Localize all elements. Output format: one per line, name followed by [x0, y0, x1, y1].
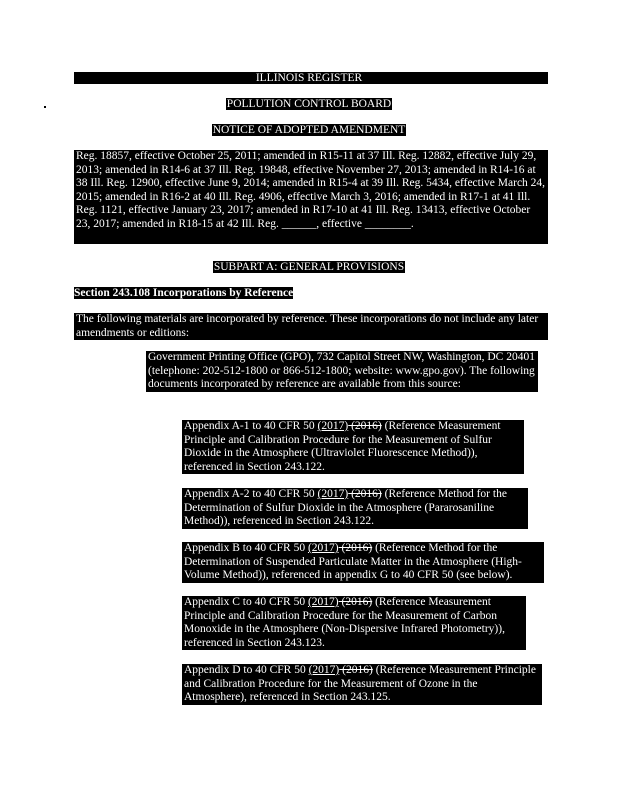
board-name: POLLUTION CONTROL BOARD [226, 98, 392, 110]
appendix-a2: Appendix A-2 to 40 CFR 50 (2017) (2016) (Reference Method for the Determination of Sulfur Dioxide in the Atmosphere (Pararosaniline Method)), referenced in Section 243.122. [182, 488, 528, 529]
appendix-d: Appendix D to 40 CFR 50 (2017) (2016) (Reference Measurement Principle and Calibration Procedure for the Measurement of Ozone in the Atmosphere), referenced in Section 243.125. [182, 664, 542, 705]
subpart-heading: SUBPART A: GENERAL PROVISIONS [213, 261, 405, 273]
history-paragraph: Reg. 18857, effective October 25, 2011; amended in R15-11 at 37 Ill. Reg. 12882, effective July 29, 2013; amended in R14-6 at 37 Ill. Reg. 19848, effective November 27, 2013; amended in R14-16 at 38 Ill. Reg. 12900, effective June 9, 2014; amended in R15-4 at 39 Ill. Reg. 5434, effective March 24, 2015; amended in R16-2 at 40 Ill. Reg. 4906, effective March 3, 2016; amended in R17-1 at 41 Ill. Reg. 1121, effective January 23, 2017; amended in R17-10 at 41 Ill. Reg. 13413, effective October 23, 2017; amended in R18-15 at 42 Ill. Reg. ______, effective ________. [74, 150, 548, 244]
intro-paragraph: The following materials are incorporated by reference. These incorporations do not include any later amendments or editions: [74, 313, 548, 340]
appendix-b: Appendix B to 40 CFR 50 (2017) (2016) (Reference Method for the Determination of Suspended Particulate Matter in the Atmosphere (High-Volume Method)), referenced in appendix G to 40 CFR 50 (see below). [182, 542, 544, 583]
section-heading: Section 243.108 Incorporations by Reference [74, 287, 294, 299]
gpo-source-paragraph: Government Printing Office (GPO), 732 Capitol Street NW, Washington, DC 20401 (telephone: 202-512-1800 or 866-512-1800; website: www.gpo.gov). The following documents incorporated by reference are available from this source: [146, 351, 538, 392]
appendix-c: Appendix C to 40 CFR 50 (2017) (2016) (Reference Measurement Principle and Calibration Procedure for the Measurement of Carbon Monoxide in the Atmosphere (Non-Dispersive Infrared Photometry)), referenced in Section 243.123. [182, 596, 526, 650]
appendix-a1: Appendix A-1 to 40 CFR 50 (2017) (2016) (Reference Measurement Principle and Calibration Procedure for the Measurement of Sulfur Dioxide in the Atmosphere (Ultraviolet Fluorescence Method)), referenced in Section 243.122. [182, 420, 524, 474]
register-title: ILLINOIS REGISTER [255, 72, 363, 84]
notice-title: NOTICE OF ADOPTED AMENDMENT [212, 124, 406, 136]
margin-mark [44, 106, 46, 108]
